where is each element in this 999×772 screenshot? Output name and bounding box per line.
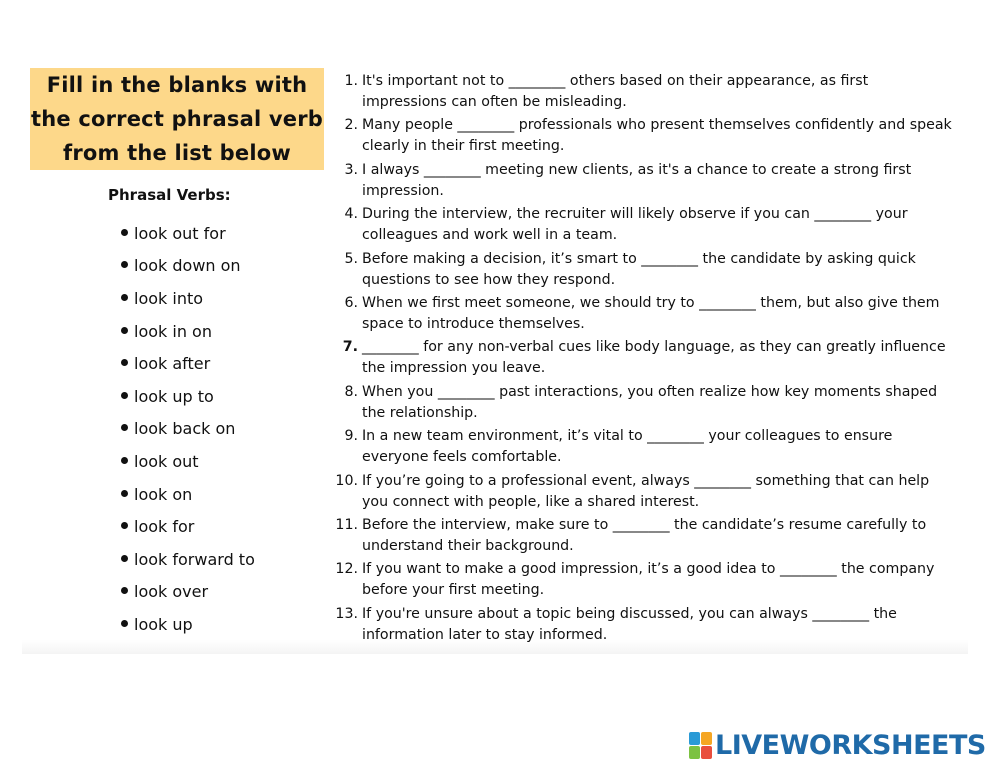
- question-item: [330, 559, 962, 603]
- question-line: before your first meeting.: [362, 582, 545, 599]
- phrasal-verb-label: look after: [134, 354, 211, 374]
- bullet-icon: [121, 522, 128, 529]
- question-item: [330, 604, 962, 648]
- phrasal-verb-item: [121, 608, 255, 641]
- phrasal-verb-label: look up: [134, 614, 193, 634]
- bullet-icon: [121, 294, 128, 301]
- question-line: When we first meet someone, we should try to ________ them, but also give them: [362, 294, 940, 311]
- phrasal-verb-item: [121, 250, 255, 283]
- question-line: information later to stay informed.: [362, 626, 608, 643]
- phrasal-verb-item: [121, 315, 255, 348]
- phrasal-verb-label: look for: [134, 517, 195, 537]
- question-line: questions to see how they respond.: [362, 271, 616, 288]
- phrasal-verb-item: [121, 576, 255, 609]
- phrasal-verb-item: [121, 380, 255, 413]
- question-number: 9.: [344, 428, 358, 445]
- liveworksheets-logo[interactable]: [689, 730, 986, 761]
- question-number: 2.: [344, 117, 358, 134]
- question-text: [362, 293, 962, 337]
- phrasal-verb-label: look up to: [134, 386, 214, 406]
- question-number: 1.: [344, 73, 358, 89]
- questions-list: [330, 71, 962, 648]
- question-number: 13.: [335, 605, 358, 622]
- question-number: 3.: [344, 161, 358, 178]
- question-line: the impression you leave.: [362, 360, 546, 377]
- phrasal-verb-item: [121, 478, 255, 511]
- question-line: space to introduce themselves.: [362, 315, 585, 332]
- phrasal-verb-label: look down on: [134, 256, 241, 276]
- question-line: I always ________ meeting new clients, as it's a chance to create a strong first: [362, 161, 912, 178]
- question-number: 8.: [344, 383, 358, 400]
- bullet-icon: [121, 359, 128, 366]
- question-line: impressions can often be misleading.: [362, 94, 627, 110]
- phrasal-verb-item: [121, 282, 255, 315]
- question-line: clearly in their first meeting.: [362, 138, 565, 155]
- phrasal-verb-item: [121, 413, 255, 446]
- question-text: [362, 249, 962, 293]
- question-line: During the interview, the recruiter will likely observe if you can ________ your: [362, 206, 908, 223]
- phrasal-verb-item: [121, 445, 255, 478]
- bullet-icon: [121, 392, 128, 399]
- question-number: 10.: [335, 472, 358, 489]
- bullet-icon: [121, 327, 128, 334]
- question-item: [330, 337, 962, 381]
- question-number: 4.: [344, 206, 358, 223]
- question-text: [362, 559, 962, 603]
- question-number: 6.: [344, 294, 358, 311]
- question-line: you connect with people, like a shared interest.: [362, 493, 700, 510]
- phrasal-verb-label: look forward to: [134, 549, 255, 569]
- phrasal-verb-label: look on: [134, 484, 193, 504]
- question-line: When you ________ past interactions, you often realize how key moments shaped: [362, 383, 938, 400]
- question-item: [330, 71, 962, 115]
- question-text: [362, 71, 962, 115]
- phrasal-verb-label: look over: [134, 582, 209, 602]
- phrasal-verbs-heading: Phrasal Verbs:: [108, 186, 231, 204]
- question-item: [330, 115, 962, 159]
- question-line: everyone feels comfortable.: [362, 449, 562, 466]
- bullet-icon: [121, 490, 128, 497]
- question-item: [330, 471, 962, 515]
- question-text: [362, 382, 962, 426]
- question-line: ________ for any non-verbal cues like body language, as they can greatly influence: [362, 339, 946, 356]
- liveworksheets-logo-icon: [689, 732, 713, 760]
- question-item: [330, 204, 962, 248]
- question-item: [330, 515, 962, 559]
- question-item: [330, 249, 962, 293]
- question-number: 7.: [342, 339, 358, 356]
- phrasal-verb-item: [121, 217, 255, 250]
- bullet-icon: [121, 620, 128, 627]
- question-item: [330, 293, 962, 337]
- question-line: the relationship.: [362, 404, 478, 421]
- phrasal-verb-label: look out for: [134, 223, 226, 243]
- phrasal-verb-item: [121, 543, 255, 576]
- question-item: [330, 426, 962, 470]
- bullet-icon: [121, 457, 128, 464]
- instructions-title: Fill in the blanks with the correct phrasal verb from the list below: [31, 73, 323, 165]
- question-line: Before the interview, make sure to ________ the candidate’s resume carefully to: [362, 516, 927, 533]
- question-line: If you want to make a good impression, it’s a good idea to ________ the company: [362, 561, 935, 578]
- question-line: understand their background.: [362, 537, 574, 554]
- question-text: [362, 160, 962, 204]
- question-line: Many people ________ professionals who present themselves confidently and speak: [362, 117, 952, 134]
- phrasal-verb-label: look back on: [134, 419, 236, 439]
- bullet-icon: [121, 261, 128, 268]
- question-text: [362, 471, 962, 515]
- question-line: It's important not to ________ others based on their appearance, as first: [362, 73, 869, 89]
- phrasal-verb-label: look out: [134, 451, 199, 471]
- question-number: 11.: [335, 516, 358, 533]
- question-line: impression.: [362, 182, 444, 199]
- phrasal-verbs-list: [121, 217, 255, 641]
- question-item: [330, 160, 962, 204]
- question-item: [330, 382, 962, 426]
- question-number: 5.: [344, 250, 358, 267]
- question-line: colleagues and work well in a team.: [362, 227, 618, 244]
- question-text: [362, 337, 962, 381]
- phrasal-verb-item: [121, 347, 255, 380]
- question-text: [362, 604, 962, 648]
- question-line: If you're unsure about a topic being discussed, you can always ________ the: [362, 605, 897, 622]
- question-text: [362, 115, 962, 159]
- question-text: [362, 515, 962, 559]
- phrasal-verb-label: look into: [134, 288, 204, 308]
- question-text: [362, 426, 962, 470]
- bullet-icon: [121, 555, 128, 562]
- instructions-banner: [30, 68, 324, 170]
- question-line: If you’re going to a professional event, always ________ something that can help: [362, 472, 930, 489]
- phrasal-verb-label: look in on: [134, 321, 212, 341]
- question-line: In a new team environment, it’s vital to ________ your colleagues to ensure: [362, 428, 893, 445]
- phrasal-verb-item: [121, 510, 255, 543]
- logo-text: LIVEWORKSHEETS: [715, 730, 986, 761]
- question-line: Before making a decision, it’s smart to ________ the candidate by asking quick: [362, 250, 916, 267]
- bullet-icon: [121, 424, 128, 431]
- bullet-icon: [121, 587, 128, 594]
- question-text: [362, 204, 962, 248]
- bullet-icon: [121, 229, 128, 236]
- question-number: 12.: [335, 561, 358, 578]
